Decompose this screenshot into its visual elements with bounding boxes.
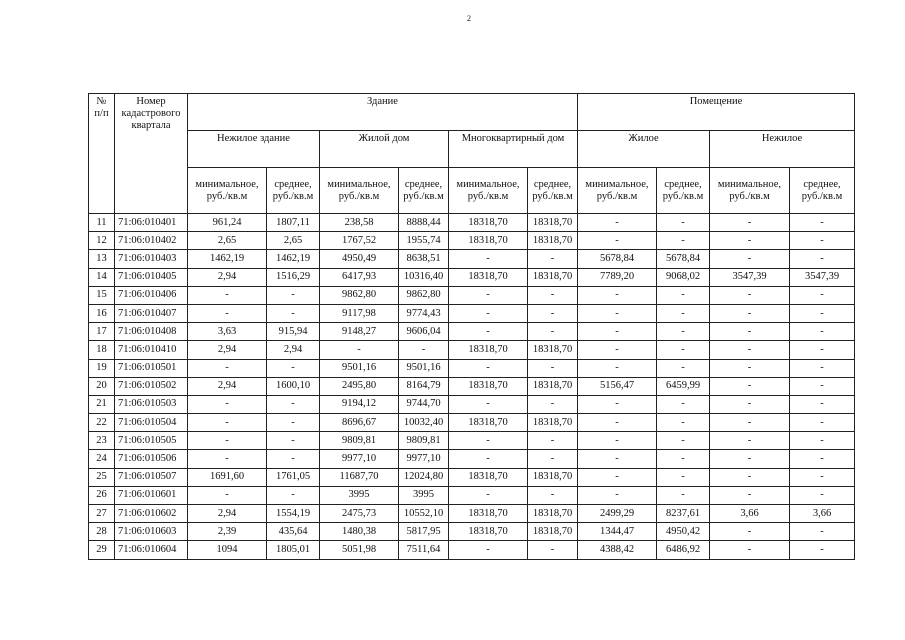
- value-cell: 1761,05: [267, 468, 320, 486]
- kvartal-cell: 71:06:010505: [115, 432, 188, 450]
- value-cell: 9977,10: [320, 450, 399, 468]
- kvartal-cell: 71:06:010408: [115, 323, 188, 341]
- header-kvartal: Номер кадастрового квартала: [115, 94, 188, 214]
- value-cell: 8696,67: [320, 414, 399, 432]
- value-cell: -: [267, 395, 320, 413]
- value-cell: 1807,11: [267, 214, 320, 232]
- kvartal-cell: 71:06:010601: [115, 486, 188, 504]
- value-cell: 9068,02: [657, 268, 710, 286]
- value-cell: -: [790, 468, 855, 486]
- value-cell: 9774,43: [399, 304, 449, 322]
- value-cell: 1344,47: [578, 523, 657, 541]
- table-row: [89, 268, 855, 286]
- value-cell: -: [528, 323, 578, 341]
- table-row: [89, 232, 855, 250]
- value-cell: -: [790, 486, 855, 504]
- kvartal-cell: 71:06:010407: [115, 304, 188, 322]
- value-cell: 11687,70: [320, 468, 399, 486]
- value-cell: 8638,51: [399, 250, 449, 268]
- value-cell: 1805,01: [267, 541, 320, 559]
- value-cell: 9977,10: [399, 450, 449, 468]
- value-cell: 1516,29: [267, 268, 320, 286]
- value-cell: -: [578, 432, 657, 450]
- value-cell: -: [188, 450, 267, 468]
- value-cell: -: [267, 432, 320, 450]
- value-cell: 9501,16: [320, 359, 399, 377]
- value-cell: -: [320, 341, 399, 359]
- value-cell: -: [188, 414, 267, 432]
- row-number-cell: 24: [89, 450, 115, 468]
- value-cell: 8888,44: [399, 214, 449, 232]
- value-cell: 18318,70: [528, 468, 578, 486]
- kvartal-cell: 71:06:010401: [115, 214, 188, 232]
- value-cell: 4388,42: [578, 541, 657, 559]
- table-row: [89, 450, 855, 468]
- value-cell: -: [710, 304, 790, 322]
- value-cell: 3995: [320, 486, 399, 504]
- header-min: минимальное, руб./кв.м: [320, 168, 399, 214]
- value-cell: 10552,10: [399, 505, 449, 523]
- table-row: [89, 377, 855, 395]
- table-row: [89, 541, 855, 559]
- value-cell: -: [267, 286, 320, 304]
- value-cell: 18318,70: [449, 232, 528, 250]
- value-cell: -: [578, 450, 657, 468]
- value-cell: -: [449, 304, 528, 322]
- value-cell: 1767,52: [320, 232, 399, 250]
- table-body: [89, 214, 855, 560]
- value-cell: -: [710, 414, 790, 432]
- value-cell: 10032,40: [399, 414, 449, 432]
- value-cell: -: [657, 468, 710, 486]
- value-cell: -: [657, 304, 710, 322]
- value-cell: 2,65: [267, 232, 320, 250]
- value-cell: 1955,74: [399, 232, 449, 250]
- table-row: [89, 214, 855, 232]
- value-cell: -: [578, 414, 657, 432]
- cadastral-price-table: [88, 93, 855, 560]
- value-cell: -: [790, 395, 855, 413]
- value-cell: 1600,10: [267, 377, 320, 395]
- value-cell: -: [710, 323, 790, 341]
- value-cell: -: [710, 232, 790, 250]
- value-cell: -: [790, 377, 855, 395]
- value-cell: -: [790, 250, 855, 268]
- value-cell: -: [790, 341, 855, 359]
- table-row: [89, 304, 855, 322]
- value-cell: 9809,81: [320, 432, 399, 450]
- header-nonres-building: Нежилое здание: [188, 131, 320, 168]
- row-number-cell: 20: [89, 377, 115, 395]
- value-cell: -: [188, 359, 267, 377]
- value-cell: -: [657, 214, 710, 232]
- value-cell: -: [790, 414, 855, 432]
- value-cell: 18318,70: [449, 214, 528, 232]
- value-cell: 8237,61: [657, 505, 710, 523]
- value-cell: -: [578, 468, 657, 486]
- value-cell: -: [710, 432, 790, 450]
- value-cell: 18318,70: [449, 414, 528, 432]
- row-number-cell: 18: [89, 341, 115, 359]
- value-cell: -: [578, 323, 657, 341]
- value-cell: -: [267, 486, 320, 504]
- value-cell: 7511,64: [399, 541, 449, 559]
- value-cell: 18318,70: [528, 214, 578, 232]
- value-cell: -: [528, 450, 578, 468]
- table-row: [89, 341, 855, 359]
- header-apartment-house: Многоквартирный дом: [449, 131, 578, 168]
- value-cell: 5051,98: [320, 541, 399, 559]
- value-cell: 9501,16: [399, 359, 449, 377]
- value-cell: -: [710, 250, 790, 268]
- kvartal-cell: 71:06:010402: [115, 232, 188, 250]
- value-cell: -: [790, 359, 855, 377]
- value-cell: -: [449, 541, 528, 559]
- value-cell: -: [657, 486, 710, 504]
- value-cell: -: [449, 432, 528, 450]
- value-cell: -: [578, 214, 657, 232]
- value-cell: 3547,39: [790, 268, 855, 286]
- value-cell: 18318,70: [528, 414, 578, 432]
- table-row: [89, 395, 855, 413]
- value-cell: 18318,70: [528, 505, 578, 523]
- value-cell: 961,24: [188, 214, 267, 232]
- value-cell: 12024,80: [399, 468, 449, 486]
- value-cell: 9194,12: [320, 395, 399, 413]
- row-number-cell: 28: [89, 523, 115, 541]
- value-cell: 18318,70: [449, 505, 528, 523]
- value-cell: 9148,27: [320, 323, 399, 341]
- header-num: № п/п: [89, 94, 115, 214]
- table-row: [89, 432, 855, 450]
- row-number-cell: 16: [89, 304, 115, 322]
- value-cell: 18318,70: [528, 232, 578, 250]
- value-cell: 1462,19: [188, 250, 267, 268]
- header-min: минимальное, руб./кв.м: [188, 168, 267, 214]
- value-cell: 9606,04: [399, 323, 449, 341]
- kvartal-cell: 71:06:010504: [115, 414, 188, 432]
- value-cell: 1554,19: [267, 505, 320, 523]
- row-number-cell: 23: [89, 432, 115, 450]
- value-cell: 435,64: [267, 523, 320, 541]
- value-cell: -: [528, 486, 578, 504]
- value-cell: 18318,70: [528, 377, 578, 395]
- value-cell: 8164,79: [399, 377, 449, 395]
- value-cell: 18318,70: [449, 341, 528, 359]
- table-row: [89, 359, 855, 377]
- kvartal-cell: 71:06:010603: [115, 523, 188, 541]
- value-cell: -: [188, 304, 267, 322]
- value-cell: -: [267, 414, 320, 432]
- value-cell: -: [790, 214, 855, 232]
- value-cell: 3,66: [710, 505, 790, 523]
- value-cell: -: [578, 341, 657, 359]
- header-min: минимальное, руб./кв.м: [449, 168, 528, 214]
- value-cell: 3,66: [790, 505, 855, 523]
- header-min: минимальное, руб./кв.м: [710, 168, 790, 214]
- value-cell: -: [528, 304, 578, 322]
- value-cell: 2,39: [188, 523, 267, 541]
- value-cell: -: [710, 468, 790, 486]
- kvartal-cell: 71:06:010602: [115, 505, 188, 523]
- value-cell: -: [657, 286, 710, 304]
- value-cell: 2,94: [188, 341, 267, 359]
- value-cell: 1462,19: [267, 250, 320, 268]
- table-row: [89, 523, 855, 541]
- value-cell: -: [188, 395, 267, 413]
- value-cell: -: [449, 250, 528, 268]
- value-cell: 2,94: [267, 341, 320, 359]
- value-cell: -: [528, 432, 578, 450]
- value-cell: 9809,81: [399, 432, 449, 450]
- value-cell: 1094: [188, 541, 267, 559]
- value-cell: -: [399, 341, 449, 359]
- kvartal-cell: 71:06:010410: [115, 341, 188, 359]
- value-cell: 2495,80: [320, 377, 399, 395]
- value-cell: 18318,70: [449, 377, 528, 395]
- header-premises: Помещение: [578, 94, 855, 131]
- row-number-cell: 25: [89, 468, 115, 486]
- row-number-cell: 27: [89, 505, 115, 523]
- value-cell: -: [267, 359, 320, 377]
- value-cell: -: [710, 341, 790, 359]
- row-number-cell: 22: [89, 414, 115, 432]
- value-cell: 2,65: [188, 232, 267, 250]
- header-avg: среднее, руб./кв.м: [267, 168, 320, 214]
- value-cell: -: [790, 232, 855, 250]
- value-cell: -: [578, 395, 657, 413]
- value-cell: -: [449, 323, 528, 341]
- value-cell: 9862,80: [320, 286, 399, 304]
- value-cell: -: [790, 304, 855, 322]
- table-row: [89, 505, 855, 523]
- value-cell: 2,94: [188, 268, 267, 286]
- value-cell: -: [528, 250, 578, 268]
- value-cell: 9117,98: [320, 304, 399, 322]
- header-res-house: Жилой дом: [320, 131, 449, 168]
- header-avg: среднее, руб./кв.м: [657, 168, 710, 214]
- value-cell: 4950,49: [320, 250, 399, 268]
- table-row: [89, 250, 855, 268]
- value-cell: -: [188, 486, 267, 504]
- value-cell: -: [449, 450, 528, 468]
- value-cell: -: [657, 232, 710, 250]
- value-cell: -: [710, 450, 790, 468]
- value-cell: -: [578, 286, 657, 304]
- header-avg: среднее, руб./кв.м: [790, 168, 855, 214]
- value-cell: -: [657, 395, 710, 413]
- value-cell: -: [710, 541, 790, 559]
- value-cell: 5678,84: [578, 250, 657, 268]
- value-cell: 18318,70: [528, 268, 578, 286]
- kvartal-cell: 71:06:010406: [115, 286, 188, 304]
- row-number-cell: 12: [89, 232, 115, 250]
- value-cell: -: [528, 286, 578, 304]
- table-row: [89, 414, 855, 432]
- kvartal-cell: 71:06:010507: [115, 468, 188, 486]
- header-nonresidential: Нежилое: [710, 131, 855, 168]
- value-cell: 18318,70: [449, 268, 528, 286]
- value-cell: -: [790, 541, 855, 559]
- kvartal-cell: 71:06:010502: [115, 377, 188, 395]
- row-number-cell: 29: [89, 541, 115, 559]
- value-cell: -: [449, 359, 528, 377]
- kvartal-cell: 71:06:010403: [115, 250, 188, 268]
- value-cell: 5817,95: [399, 523, 449, 541]
- value-cell: 3995: [399, 486, 449, 504]
- value-cell: 6459,99: [657, 377, 710, 395]
- header-avg: среднее, руб./кв.м: [399, 168, 449, 214]
- row-number-cell: 13: [89, 250, 115, 268]
- kvartal-cell: 71:06:010604: [115, 541, 188, 559]
- row-number-cell: 26: [89, 486, 115, 504]
- value-cell: -: [710, 523, 790, 541]
- value-cell: -: [790, 523, 855, 541]
- value-cell: -: [267, 450, 320, 468]
- value-cell: 18318,70: [528, 341, 578, 359]
- header-building: Здание: [188, 94, 578, 131]
- table-row: [89, 468, 855, 486]
- kvartal-cell: 71:06:010501: [115, 359, 188, 377]
- value-cell: 3,63: [188, 323, 267, 341]
- value-cell: -: [449, 395, 528, 413]
- value-cell: 2,94: [188, 505, 267, 523]
- value-cell: 5678,84: [657, 250, 710, 268]
- value-cell: 3547,39: [710, 268, 790, 286]
- row-number-cell: 21: [89, 395, 115, 413]
- value-cell: -: [657, 432, 710, 450]
- value-cell: -: [710, 359, 790, 377]
- value-cell: -: [578, 359, 657, 377]
- value-cell: 6486,92: [657, 541, 710, 559]
- kvartal-cell: 71:06:010405: [115, 268, 188, 286]
- row-number-cell: 17: [89, 323, 115, 341]
- row-number-cell: 15: [89, 286, 115, 304]
- value-cell: 18318,70: [449, 468, 528, 486]
- row-number-cell: 11: [89, 214, 115, 232]
- row-number-cell: 19: [89, 359, 115, 377]
- value-cell: 1480,38: [320, 523, 399, 541]
- value-cell: 6417,93: [320, 268, 399, 286]
- value-cell: -: [578, 486, 657, 504]
- value-cell: -: [657, 323, 710, 341]
- value-cell: -: [188, 286, 267, 304]
- value-cell: -: [710, 286, 790, 304]
- value-cell: -: [657, 414, 710, 432]
- value-cell: -: [790, 286, 855, 304]
- table-row: [89, 323, 855, 341]
- value-cell: 9744,70: [399, 395, 449, 413]
- value-cell: -: [528, 541, 578, 559]
- value-cell: -: [710, 214, 790, 232]
- table-row: [89, 486, 855, 504]
- value-cell: 2499,29: [578, 505, 657, 523]
- value-cell: 5156,47: [578, 377, 657, 395]
- table-row: [89, 286, 855, 304]
- value-cell: 10316,40: [399, 268, 449, 286]
- value-cell: 1691,60: [188, 468, 267, 486]
- value-cell: -: [578, 304, 657, 322]
- header-residential: Жилое: [578, 131, 710, 168]
- page-number: 2: [467, 14, 471, 23]
- value-cell: 2475,73: [320, 505, 399, 523]
- row-number-cell: 14: [89, 268, 115, 286]
- value-cell: 238,58: [320, 214, 399, 232]
- kvartal-cell: 71:06:010506: [115, 450, 188, 468]
- value-cell: 18318,70: [449, 523, 528, 541]
- value-cell: -: [790, 323, 855, 341]
- value-cell: -: [528, 395, 578, 413]
- value-cell: 4950,42: [657, 523, 710, 541]
- value-cell: 7789,20: [578, 268, 657, 286]
- value-cell: -: [657, 341, 710, 359]
- value-cell: 9862,80: [399, 286, 449, 304]
- value-cell: -: [449, 286, 528, 304]
- value-cell: -: [710, 395, 790, 413]
- value-cell: -: [710, 486, 790, 504]
- value-cell: -: [188, 432, 267, 450]
- value-cell: -: [790, 450, 855, 468]
- value-cell: -: [790, 432, 855, 450]
- kvartal-cell: 71:06:010503: [115, 395, 188, 413]
- value-cell: -: [449, 486, 528, 504]
- value-cell: -: [710, 377, 790, 395]
- value-cell: 915,94: [267, 323, 320, 341]
- value-cell: -: [267, 304, 320, 322]
- value-cell: 18318,70: [528, 523, 578, 541]
- value-cell: -: [528, 359, 578, 377]
- value-cell: -: [657, 450, 710, 468]
- value-cell: 2,94: [188, 377, 267, 395]
- value-cell: -: [657, 359, 710, 377]
- header-avg: среднее, руб./кв.м: [528, 168, 578, 214]
- header-min: минимальное, руб./кв.м: [578, 168, 657, 214]
- value-cell: -: [578, 232, 657, 250]
